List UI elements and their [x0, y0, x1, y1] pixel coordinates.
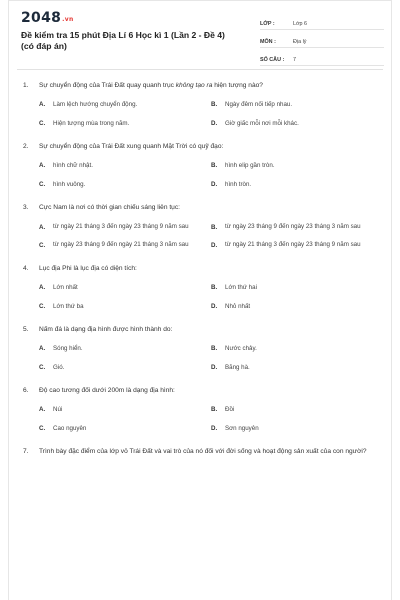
answer-text: hình vuông. — [53, 181, 86, 188]
answer-text: Nhỏ nhất — [225, 303, 251, 310]
answer-text: Ngày đêm nối tiếp nhau. — [225, 101, 293, 108]
answer-letter: B. — [211, 223, 218, 231]
answer-grid — [23, 283, 379, 311]
answer-option-a[interactable] — [39, 161, 211, 170]
answer-text: Lớn thứ hai — [225, 284, 257, 291]
question-text: Độ cao tương đối dưới 200m là dạng địa hình: — [39, 387, 175, 394]
answer-letter: C. — [39, 181, 46, 188]
answer-text: Núi — [53, 406, 63, 413]
answer-letter: B. — [211, 101, 218, 108]
question-header — [23, 447, 379, 457]
answer-letter: D. — [211, 241, 218, 249]
answer-grid — [23, 222, 379, 250]
answer-option-a[interactable] — [39, 100, 211, 109]
meta-count-label: SỐ CÂU : — [260, 57, 285, 63]
answer-letter: B. — [211, 284, 218, 291]
question-text-before: Sự chuyển động của Trái Đất quay quanh trục — [39, 82, 176, 89]
question-number: 4. — [23, 265, 29, 272]
answer-option-a[interactable] — [39, 222, 211, 232]
answer-text: từ ngày 21 tháng 3 đến ngày 23 tháng 9 năm sau — [53, 223, 189, 230]
answer-option-c[interactable] — [39, 119, 211, 128]
answer-text: Sơn nguyên — [225, 425, 259, 432]
answer-option-b[interactable] — [211, 222, 383, 232]
answer-option-d[interactable] — [211, 302, 383, 311]
meta-subject-row — [260, 32, 384, 48]
answer-text: Cao nguyên — [53, 425, 87, 432]
question-1 — [23, 81, 379, 128]
answer-letter: B. — [211, 406, 218, 413]
question-number: 7. — [23, 448, 29, 455]
question-text: Cực Nam là nơi có thời gian chiếu sáng liên tục: — [39, 204, 180, 211]
answer-option-d[interactable] — [211, 424, 383, 433]
question-text — [39, 81, 263, 91]
meta-subject-value[interactable]: Địa lý — [293, 39, 307, 45]
question-text-after: hiện tượng nào? — [212, 82, 263, 89]
document-page — [8, 0, 392, 600]
question-text: Lục địa Phi là lục địa có diện tích: — [39, 265, 137, 272]
answer-option-c[interactable] — [39, 424, 211, 433]
answer-grid — [23, 100, 379, 128]
answer-option-d[interactable] — [211, 119, 383, 128]
question-number: 5. — [23, 326, 29, 333]
answer-letter: D. — [211, 364, 218, 371]
meta-subject-label: MÔN : — [260, 39, 276, 45]
logo-suffix-text: .vn — [62, 16, 74, 23]
answer-letter: B. — [211, 162, 218, 169]
answer-grid — [23, 161, 379, 189]
answer-text: Đồi — [225, 406, 235, 413]
question-7 — [23, 447, 379, 457]
answer-letter: A. — [39, 284, 46, 291]
question-header — [23, 203, 379, 213]
question-text: Sự chuyển động của Trái Đất xung quanh Mặt Trời có quỹ đạo: — [39, 143, 224, 150]
answer-letter: D. — [211, 425, 218, 432]
answer-option-b[interactable] — [211, 405, 383, 414]
question-list — [9, 70, 391, 457]
answer-letter: D. — [211, 120, 218, 127]
answer-letter: C. — [39, 425, 46, 432]
answer-letter: A. — [39, 345, 46, 352]
question-header — [23, 142, 379, 152]
question-number: 6. — [23, 387, 29, 394]
answer-option-c[interactable] — [39, 363, 211, 372]
answer-grid — [23, 344, 379, 372]
meta-grade-value[interactable]: Lớp 6 — [293, 21, 308, 27]
answer-option-c[interactable] — [39, 180, 211, 189]
meta-grade-row — [260, 14, 384, 30]
answer-text: Lớn thứ ba — [53, 303, 84, 310]
question-number: 2. — [23, 143, 29, 150]
meta-panel — [260, 14, 384, 68]
answer-option-b[interactable] — [211, 100, 383, 109]
answer-letter: D. — [211, 181, 218, 188]
answer-option-c[interactable] — [39, 240, 211, 250]
question-6 — [23, 386, 379, 433]
question-header — [23, 81, 379, 91]
question-number: 1. — [23, 82, 29, 89]
answer-grid — [23, 405, 379, 433]
answer-text: từ ngày 21 tháng 3 đến ngày 23 tháng 9 năm sau — [225, 241, 361, 248]
question-header — [23, 325, 379, 335]
document-header — [9, 1, 391, 69]
document-title: Đề kiểm tra 15 phút Địa Lí 6 Học kì 1 (Lần 2 - Đề 4) (có đáp án) — [21, 30, 225, 51]
answer-letter: C. — [39, 120, 46, 127]
question-3 — [23, 203, 379, 250]
answer-text: từ ngày 23 tháng 9 đến ngày 21 tháng 3 năm sau — [53, 241, 189, 248]
answer-letter: B. — [211, 345, 218, 352]
answer-option-a[interactable] — [39, 344, 211, 353]
question-number: 3. — [23, 204, 29, 211]
question-2 — [23, 142, 379, 189]
answer-text: Gió. — [53, 364, 65, 371]
answer-text: Sóng hiển. — [53, 345, 83, 352]
answer-text: hình tròn. — [225, 181, 252, 188]
meta-grade-label: LỚP : — [260, 21, 275, 27]
answer-letter: D. — [211, 303, 218, 310]
answer-option-d[interactable] — [211, 363, 383, 372]
answer-option-d[interactable] — [211, 180, 383, 189]
question-text: Nấm đá là dạng địa hình được hình thành do: — [39, 326, 173, 333]
answer-letter: C. — [39, 303, 46, 310]
answer-option-b[interactable] — [211, 161, 383, 170]
answer-text: hình elip gần tròn. — [225, 162, 275, 169]
answer-text: hình chữ nhật. — [53, 162, 93, 169]
answer-text: Nước chảy. — [225, 345, 257, 352]
question-4 — [23, 264, 379, 311]
question-text-italic: không tạo ra — [175, 82, 213, 89]
logo-main-text: 2048 — [21, 10, 62, 26]
answer-text: Băng hà. — [225, 364, 250, 371]
question-text: Trình bày đặc điểm của lớp vỏ Trái Đất và vai trò của nó đối với đời sống và hoạt động sản xuất của con người? — [39, 448, 367, 455]
answer-text: từ ngày 23 tháng 9 đến ngày 23 tháng 3 năm sau — [225, 223, 361, 230]
answer-text: Làm lệch hướng chuyển động. — [53, 101, 138, 108]
answer-option-b[interactable] — [211, 344, 383, 353]
meta-count-value: 7 — [293, 57, 296, 63]
answer-letter: A. — [39, 101, 46, 108]
answer-text: Hiện tượng mùa trong năm. — [53, 120, 130, 127]
answer-letter: A. — [39, 406, 46, 413]
meta-count-row — [260, 50, 384, 66]
question-5 — [23, 325, 379, 372]
answer-option-a[interactable] — [39, 405, 211, 414]
answer-text: Giờ giấc mỗi nơi mỗi khác. — [225, 120, 299, 127]
answer-letter: A. — [39, 162, 46, 169]
answer-option-d[interactable] — [211, 240, 383, 250]
answer-text: Lớn nhất — [53, 284, 78, 291]
question-header — [23, 386, 379, 396]
answer-option-c[interactable] — [39, 302, 211, 311]
answer-letter: C. — [39, 241, 46, 249]
answer-letter: A. — [39, 223, 46, 231]
answer-letter: C. — [39, 364, 46, 371]
question-header — [23, 264, 379, 274]
answer-option-b[interactable] — [211, 283, 383, 292]
answer-option-a[interactable] — [39, 283, 211, 292]
